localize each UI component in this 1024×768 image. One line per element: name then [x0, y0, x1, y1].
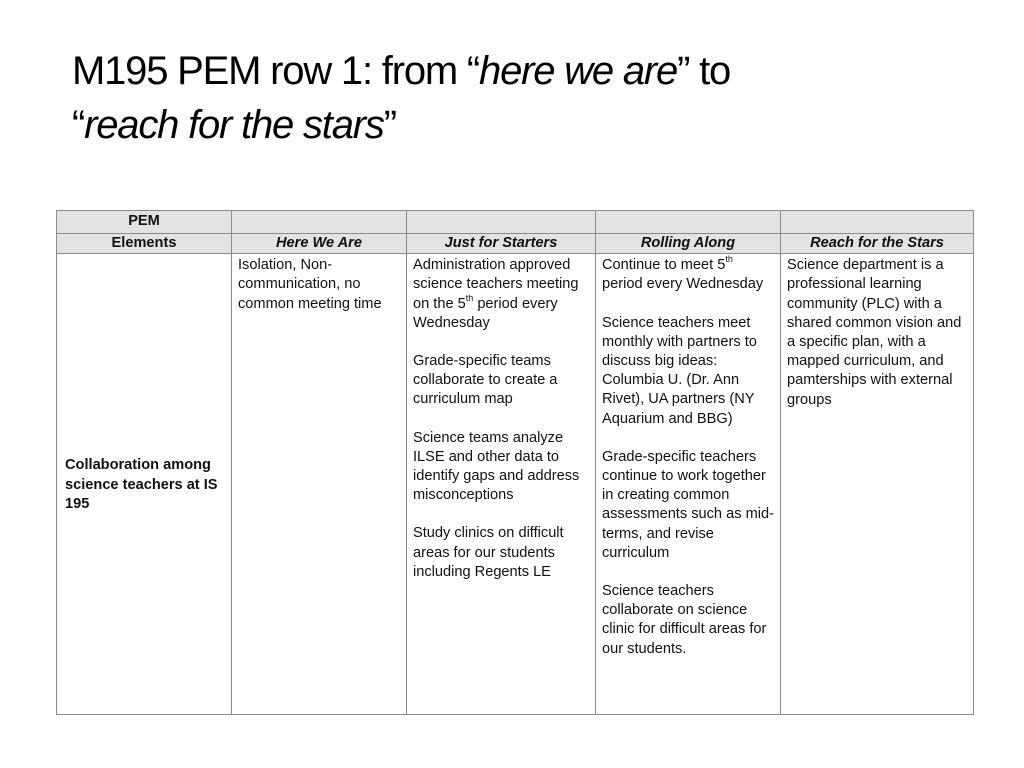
cell-paragraph: Science teachers meet monthly with partners to discuss big ideas: Columbia U. (Dr. Ann Rivet), UA partners (NY Aquarium and BBG) — [602, 314, 757, 427]
header-row-columns — [57, 234, 974, 254]
cell-paragraph: Science teachers collaborate on science clinic for difficult areas for our students. — [602, 583, 767, 657]
column-header-here-we-are: Here We Are — [232, 234, 407, 254]
cell-paragraph — [413, 256, 589, 333]
cell-reach-for-the-stars — [781, 254, 974, 715]
table-row — [57, 254, 974, 715]
title-quote-open-2: “ — [72, 103, 85, 147]
title-quote-close-1: ” — [677, 49, 690, 93]
superscript: th — [725, 254, 733, 265]
title-italic-reach-for-the-stars: reach for the stars — [84, 103, 384, 147]
cell-paragraph: Science teams analyze ILSE and other data to identify gaps and address misconceptions — [413, 429, 580, 504]
cell-text: Science department is a professional learning community (PLC) with a shared common vision and a specific plan, with a mapped curriculum, and pamterships with external groups — [787, 257, 962, 408]
header-empty-3 — [596, 211, 781, 234]
text-fragment: Administration approved science teachers meeting on the 5 — [413, 257, 579, 312]
title-part-1: M195 PEM row 1: from — [72, 49, 467, 93]
header-empty-1 — [232, 211, 407, 234]
cell-paragraph: Grade-specific teams collaborate to create a curriculum map — [413, 353, 558, 408]
slide-title — [72, 44, 972, 152]
text-fragment: period every Wednesday — [413, 295, 558, 331]
header-empty-2 — [407, 211, 596, 234]
header-empty-4 — [781, 211, 974, 234]
text-fragment: Continue to meet 5 — [602, 257, 726, 274]
column-header-just-for-starters: Just for Starters — [407, 234, 596, 254]
cell-just-for-starters — [407, 254, 596, 715]
title-quote-close-2: ” — [383, 103, 396, 147]
title-italic-here-we-are: here we are — [479, 49, 678, 93]
title-part-2: to — [689, 49, 731, 93]
header-pem: PEM — [57, 211, 232, 234]
cell-rolling-along — [596, 254, 781, 715]
pem-table — [56, 210, 974, 715]
header-elements: Elements — [57, 234, 232, 254]
column-header-reach-for-the-stars: Reach for the Stars — [781, 234, 974, 254]
cell-text: Isolation, Non-communication, no common meeting time — [238, 257, 382, 312]
cell-paragraph — [602, 256, 774, 294]
row-label-collaboration: Collaboration among science teachers at IS 195 — [57, 254, 232, 715]
cell-here-we-are — [232, 254, 407, 715]
cell-paragraph: Study clinics on difficult areas for our students including Regents LE — [413, 525, 564, 580]
text-fragment: period every Wednesday — [602, 276, 764, 293]
column-header-rolling-along: Rolling Along — [596, 234, 781, 254]
cell-paragraph: Grade-specific teachers continue to work together in creating common assessments such as mid-terms, and revise curriculum — [602, 448, 774, 561]
header-row-top — [57, 211, 974, 234]
title-quote-open-1: “ — [466, 49, 480, 93]
superscript: th — [465, 292, 474, 303]
